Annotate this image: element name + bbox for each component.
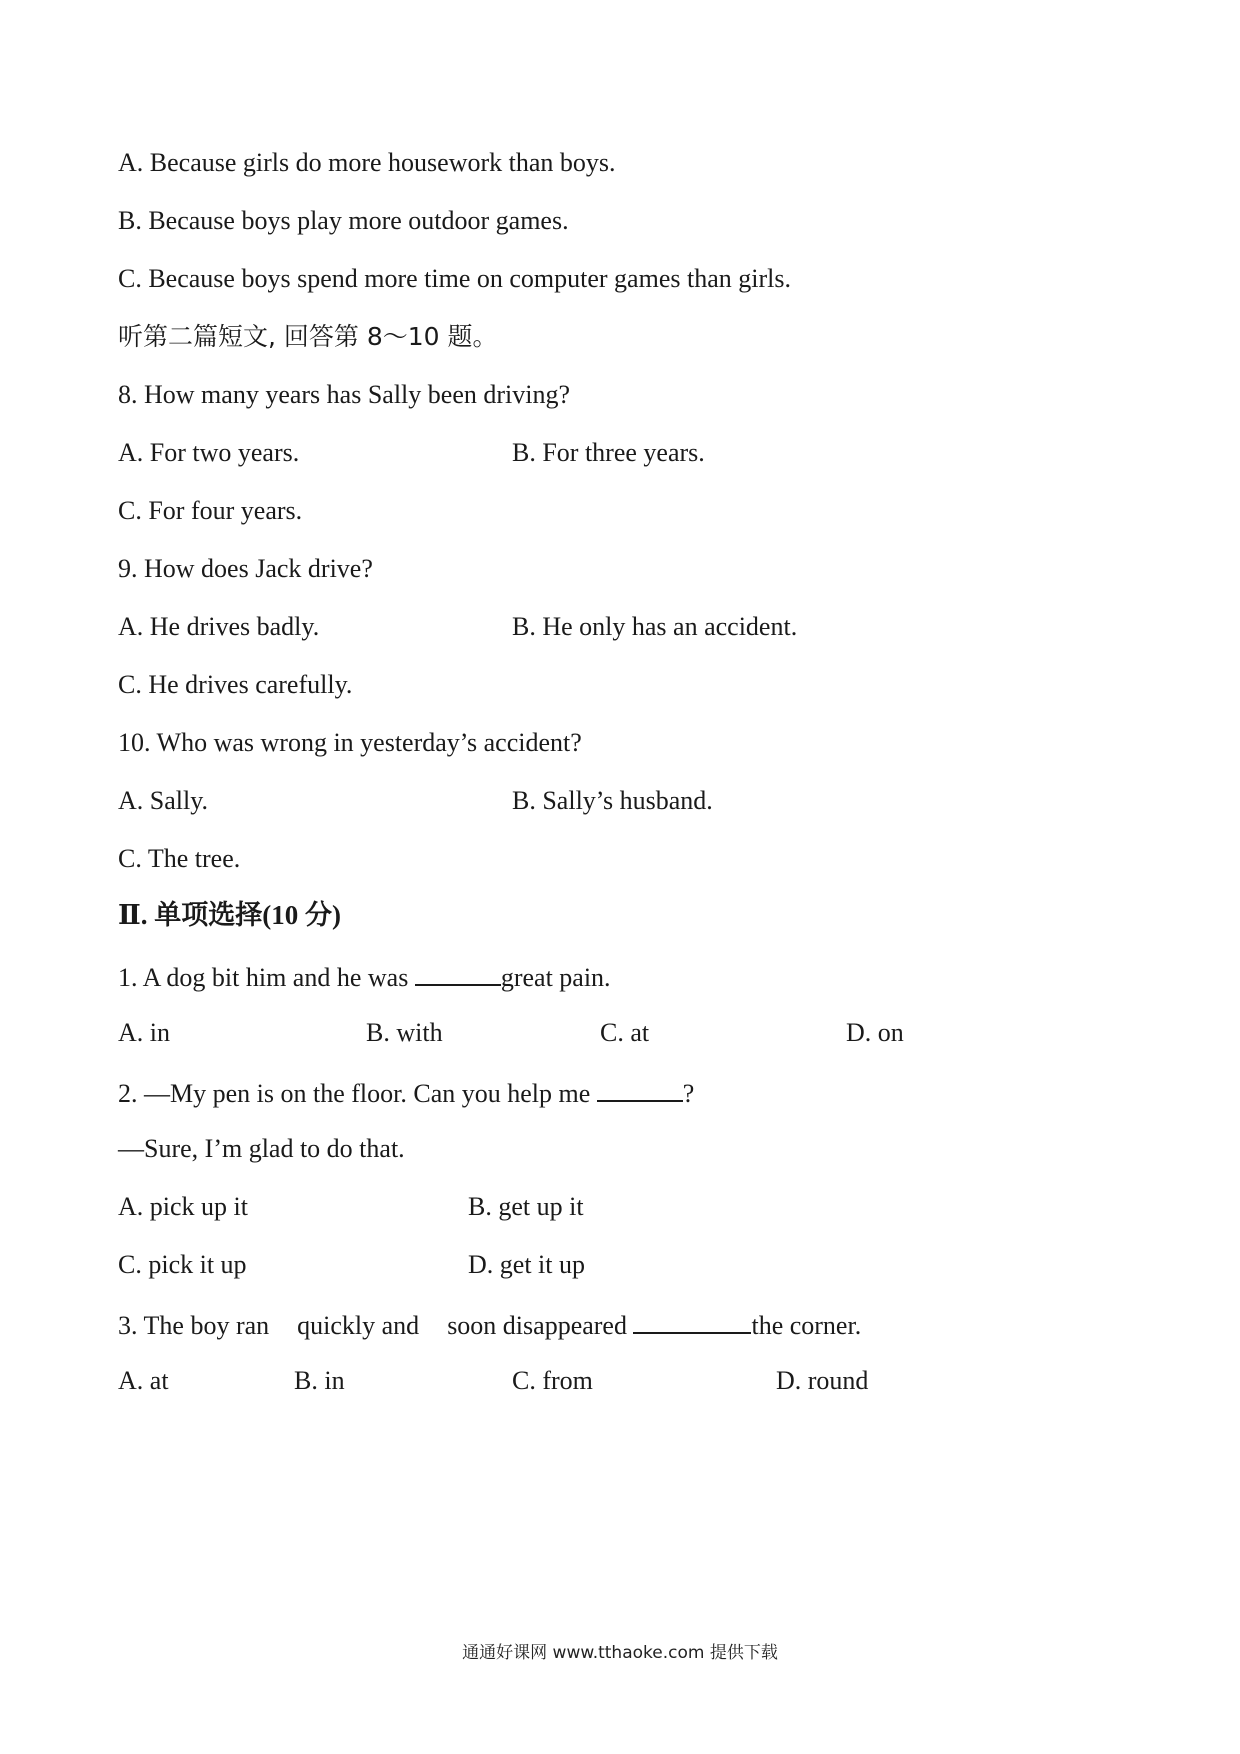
q9-option-a: A. He drives badly. — [118, 612, 320, 641]
q8-option-b: B. For three years. — [512, 438, 705, 467]
s2q3-option-b: B. in — [294, 1366, 345, 1395]
answer-blank — [597, 1078, 683, 1102]
s2q2-text-after: ? — [682, 1079, 695, 1108]
q8-question: 8. How many years has Sally been driving? — [118, 380, 571, 409]
q10-question: 10. Who was wrong in yesterday’s accident? — [118, 728, 582, 757]
s2q3-text-after: the corner. — [751, 1311, 862, 1340]
q10-option-b: B. Sally’s husband. — [512, 786, 713, 815]
q9-option-c: C. He drives carefully. — [118, 670, 353, 699]
passage2-instruction: 听第二篇短文, 回答第 8～10 题。 — [118, 322, 498, 351]
s2q2-option-a: A. pick up it — [118, 1192, 248, 1221]
s2q2-question — [118, 1078, 694, 1107]
section2-heading: Ⅱ. 单项选择(10 分) — [118, 900, 341, 930]
answer-blank — [633, 1310, 751, 1334]
q7-option-b: B. Because boys play more outdoor games. — [118, 206, 569, 235]
q9-question: 9. How does Jack drive? — [118, 554, 373, 583]
q9-option-b: B. He only has an accident. — [512, 612, 798, 641]
s2q1-option-d: D. on — [846, 1018, 904, 1047]
q7-option-c: C. Because boys spend more time on computer games than girls. — [118, 264, 791, 293]
s2q3-text-part2: quickly and — [297, 1311, 420, 1340]
s2q1-text-before: 1. A dog bit him and he was — [118, 963, 415, 992]
answer-blank — [415, 962, 501, 986]
page-footer: 通通好课网 www.tthaoke.com 提供下载 — [462, 1643, 778, 1663]
s2q3-text-part3: soon disappeared — [447, 1311, 634, 1340]
q10-option-c: C. The tree. — [118, 844, 241, 873]
s2q3-question — [118, 1310, 861, 1339]
s2q2-option-d: D. get it up — [468, 1250, 585, 1279]
s2q1-text-after: great pain. — [500, 963, 611, 992]
s2q3-text-part1: 3. The boy ran — [118, 1311, 270, 1340]
s2q3-option-a: A. at — [118, 1366, 169, 1395]
s2q3-option-c: C. from — [512, 1366, 593, 1395]
q10-option-a: A. Sally. — [118, 786, 209, 815]
s2q1-question — [118, 962, 611, 991]
s2q2-option-b: B. get up it — [468, 1192, 584, 1221]
s2q3-option-d: D. round — [776, 1366, 869, 1395]
s2q1-option-b: B. with — [366, 1018, 443, 1047]
q8-option-a: A. For two years. — [118, 438, 300, 467]
s2q1-option-c: C. at — [600, 1018, 650, 1047]
s2q1-option-a: A. in — [118, 1018, 170, 1047]
s2q2-reply: —Sure, I’m glad to do that. — [118, 1134, 405, 1163]
q7-option-a: A. Because girls do more housework than boys. — [118, 148, 616, 177]
q8-option-c: C. For four years. — [118, 496, 303, 525]
s2q2-option-c: C. pick it up — [118, 1250, 247, 1279]
s2q2-text-before: 2. —My pen is on the floor. Can you help me — [118, 1079, 597, 1108]
